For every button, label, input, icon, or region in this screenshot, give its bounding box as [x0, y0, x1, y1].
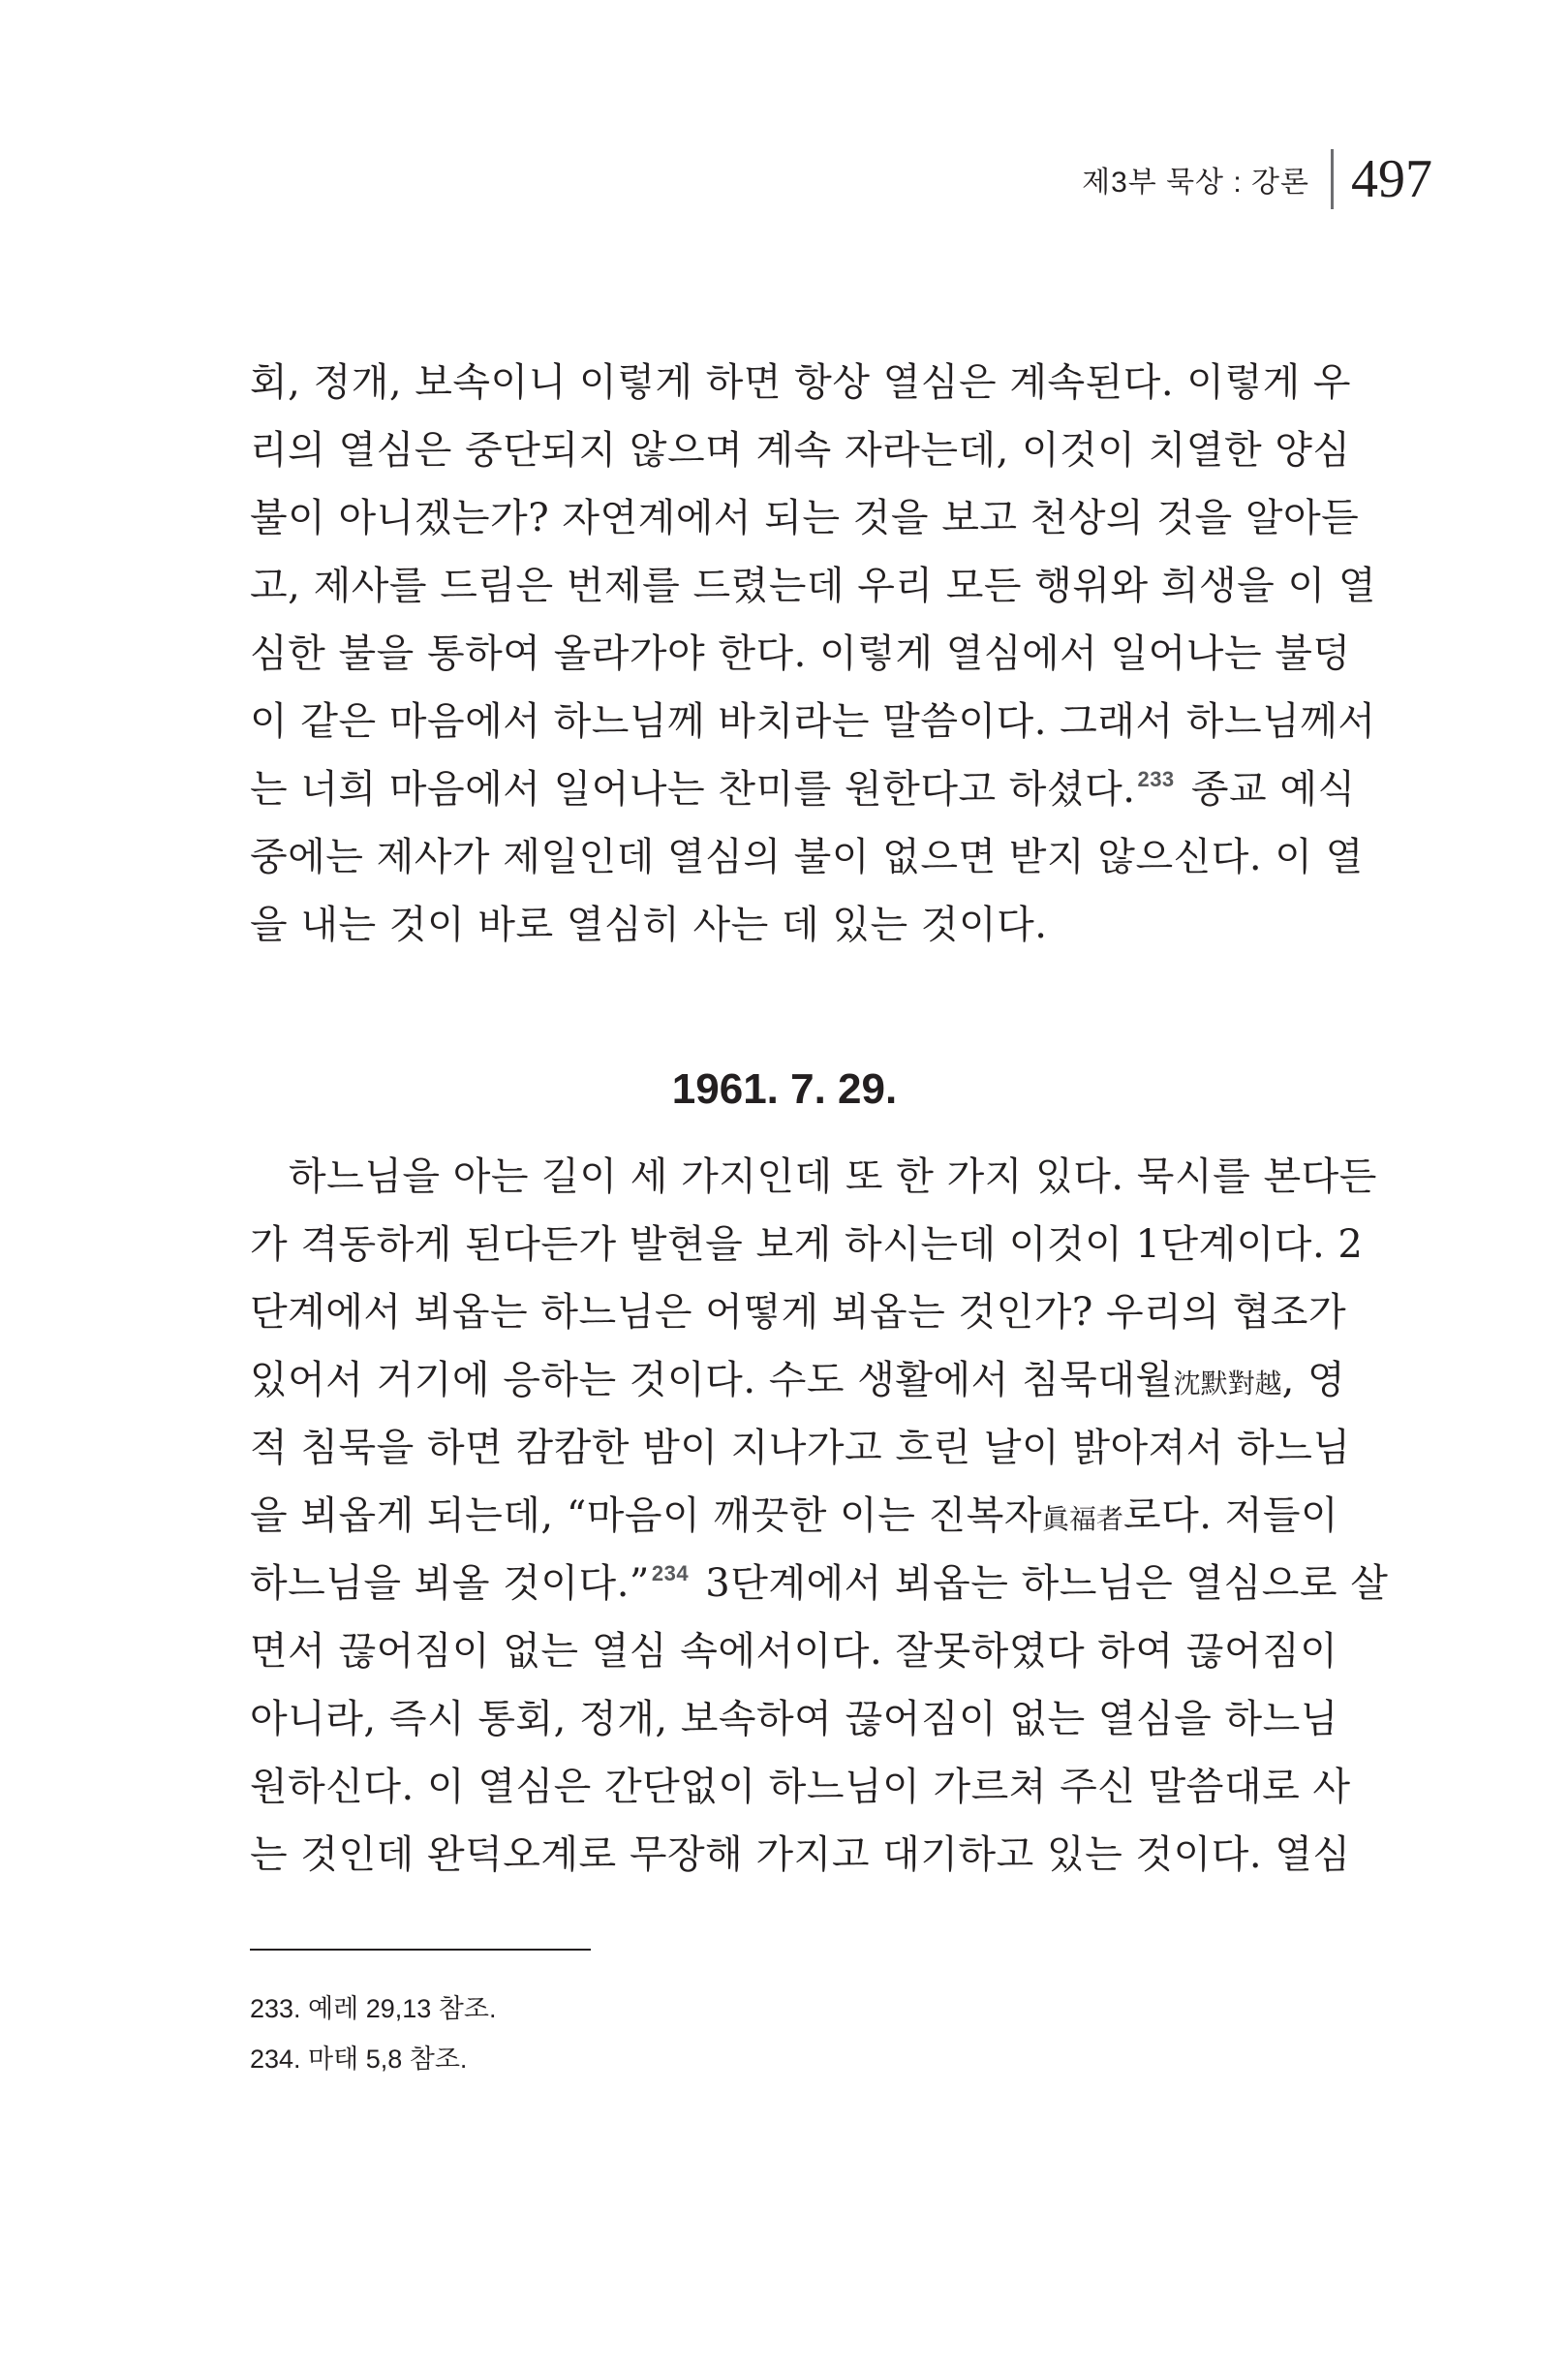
text-line [250, 1482, 1339, 1550]
text-line: 리의 열심은 중단되지 않으며 계속 자라는데, 이것이 치열한 양심 [250, 428, 1351, 473]
text-line [250, 755, 1356, 823]
text-line: 고, 제사를 드림은 번제를 드렸는데 우리 모든 행위와 희생을 이 열 [250, 564, 1377, 608]
section-date-heading: 1961. 7. 29. [671, 1065, 898, 1113]
text-line: 적 침묵을 하면 캄캄한 밤이 지나가고 흐린 날이 밝아져서 하느님 [250, 1426, 1351, 1470]
text-segment: 있어서 거기에 응하는 것이다. 수도 생활에서 침묵대월 [250, 1358, 1174, 1402]
text-line: 심한 불을 통하여 올라가야 한다. 이렇게 열심에서 일어나는 불덩 [250, 631, 1351, 676]
text-line [250, 1550, 1389, 1617]
text-segment: 을 뵈옵게 되는데, “마음이 깨끗한 이는 진복자 [250, 1493, 1042, 1538]
text-segment: 3단계에서 뵈옵는 하느님은 열심으로 살 [692, 1561, 1389, 1606]
text-line: 가 격동하게 된다든가 발현을 보게 하시는데 이것이 1단계이다. 2 [250, 1222, 1364, 1267]
text-line: 회, 정개, 보속이니 이렇게 하면 항상 열심은 계속된다. 이렇게 우 [250, 360, 1352, 405]
text-segment: , 영 [1281, 1358, 1346, 1402]
hanja-annotation: 眞福者 [1041, 1503, 1123, 1535]
text-segment: 는 너희 마음에서 일어나는 찬미를 원한다고 하셨다. [250, 767, 1136, 812]
text-line: 하느님을 아는 길이 세 가지인데 또 한 가지 있다. 묵시를 본다든 [289, 1154, 1377, 1199]
text-line: 중에는 제사가 제일인데 열심의 불이 없으면 받지 않으신다. 이 열 [250, 835, 1364, 879]
text-segment: 로다. 저들이 [1123, 1493, 1339, 1538]
running-header-title: 제3부 묵상 : 강론 [1082, 167, 1309, 199]
body-paragraph-2 [250, 1143, 1389, 1889]
text-line: 단계에서 뵈옵는 하느님은 어떻게 뵈옵는 것인가? 우리의 협조가 [250, 1290, 1347, 1335]
header-divider [1331, 149, 1334, 209]
footnote-233: 233. 예레 29,13 참조. [250, 1994, 497, 2023]
text-segment: 하느님을 뵈올 것이다.” [250, 1561, 650, 1606]
text-line: 아니라, 즉시 통회, 정개, 보속하여 끊어짐이 없는 열심을 하느님 [250, 1697, 1338, 1741]
text-line: 면서 끊어짐이 없는 열심 속에서이다. 잘못하였다 하여 끊어짐이 [250, 1629, 1338, 1674]
text-line: 는 것인데 완덕오계로 무장해 가지고 대기하고 있는 것이다. 열심 [250, 1832, 1351, 1877]
text-segment: 종교 예식 [1178, 767, 1356, 812]
footnote-divider [250, 1949, 591, 1951]
footnote-ref-234: 234 [651, 1561, 690, 1585]
footnote-ref-233: 233 [1137, 767, 1175, 791]
text-line [250, 1346, 1346, 1414]
page-number: 497 [1351, 149, 1432, 209]
running-header [1082, 145, 1432, 213]
body-paragraph-1 [250, 349, 1377, 959]
text-line: 이 같은 마음에서 하느님께 바치라는 말씀이다. 그래서 하느님께서 [250, 699, 1376, 744]
footnote-234: 234. 마태 5,8 참조. [250, 2045, 468, 2074]
hanja-annotation: 沈默對越 [1173, 1368, 1282, 1399]
text-line: 원하신다. 이 열심은 간단없이 하느님이 가르쳐 주신 말씀대로 사 [250, 1765, 1351, 1809]
footnotes [250, 1984, 1319, 2084]
text-line: 을 내는 것이 바로 열심히 사는 데 있는 것이다. [250, 903, 1048, 947]
text-line: 불이 아니겠는가? 자연계에서 되는 것을 보고 천상의 것을 알아듣 [250, 496, 1360, 540]
